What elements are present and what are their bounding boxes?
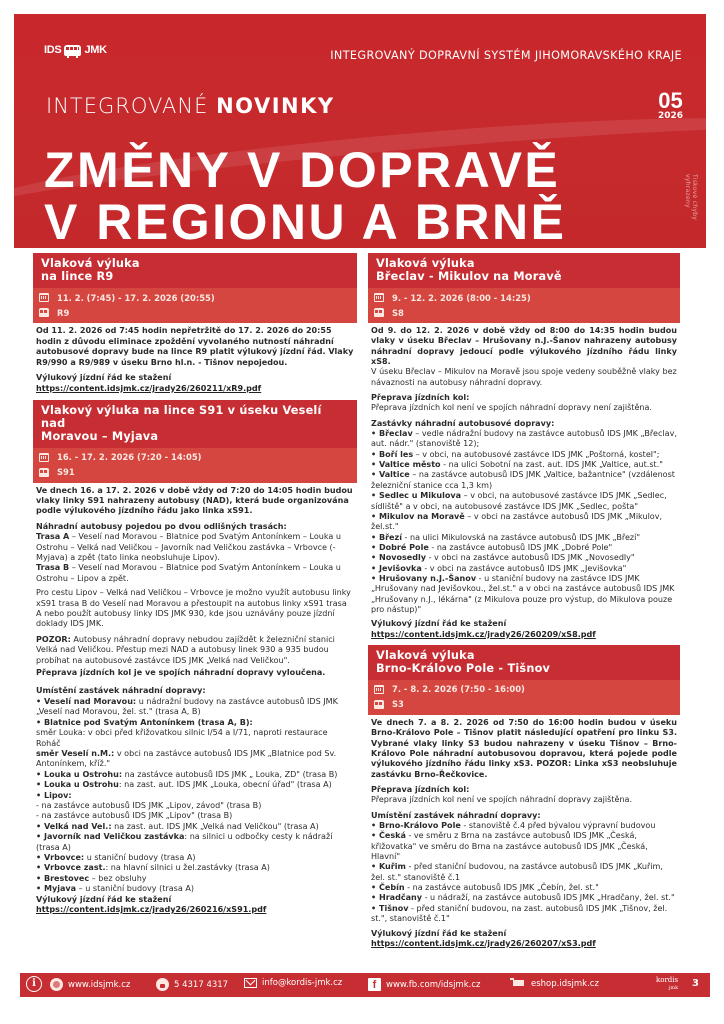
download-block (371, 929, 677, 950)
stop-description: - před staniční budovou, na zastávce autobusů IDS JMK „Kuřim, žel. st." stanoviště č.1 (371, 862, 663, 882)
stop-description: – vedle nádražní budovy na zastávce autobusů IDS JMK „Břeclav, aut. nádr." (stanoviště 12); (371, 429, 677, 449)
bikes-block (371, 785, 677, 806)
stop-item (371, 533, 677, 543)
article-title-line-1: Vlaková výluka (376, 648, 475, 662)
download-label: Výlukový jízdní řád ke stažení (36, 373, 172, 383)
stop-name: Sedlec u Mikulova (378, 491, 462, 501)
stop-item (36, 728, 354, 749)
info-icon: i (26, 976, 42, 992)
stop-description: na zastávce autobusů IDS JMK „ Louka, ZD" (trasa B) (122, 769, 338, 779)
article-line: S3 (392, 699, 404, 710)
stop-name: Javorník nad Veličkou zastávka (43, 832, 185, 842)
phone-icon (156, 978, 169, 991)
headline-line-2: V REGIONU A BRNĚ (44, 194, 567, 248)
logo-text-ids: IDS (44, 44, 62, 56)
stop-description: – v obci na zastávce autobusů IDS JMK „Mikulov, žel.st." (371, 511, 663, 532)
stop-description: na zastávce autobusů IDS JMK „Lipov, závod" (trasa B) (41, 800, 262, 810)
route-a-text: – Veselí nad Moravou – Blatnice pod Svatým Antonínkem – Louka u Ostrohu – Velká nad Veličkou – Javorník nad Veličkou zastávka – Vrbovce (- Myjava) a zpět (tato linka neobsluhuje Lipov). (36, 532, 341, 562)
article-r9 (33, 253, 357, 395)
stop-description: - u staniční budovy na zastávce IDS JMK „Hrušovany nad Jevišovkou., žel.st." a v obci na zastávce autobusů IDS JMK „Hrušovany n.J., lékárna" (z Mikulova pouze pro výstup, do Mikulova pouze pro nástup)" (371, 573, 675, 614)
email-icon (244, 978, 257, 988)
stop-name: Novosedly (378, 553, 427, 563)
right-column (368, 253, 680, 954)
route-b-label: Trasa B (36, 563, 70, 573)
stops-heading: Zastávky náhradní autobusové dopravy: (371, 418, 555, 428)
stop-item (371, 883, 677, 893)
stops-list (371, 429, 677, 615)
article-meta (33, 288, 357, 323)
eshop-text: eshop.idsjmk.cz (531, 978, 599, 989)
article-title (368, 253, 680, 288)
stop-description: na zast. aut. IDS JMK „Velká nad Veličkou" (trasa A) (111, 821, 319, 831)
stop-item (36, 697, 354, 718)
stop-item (371, 821, 677, 831)
kordis-logo-text: kordis (656, 976, 679, 984)
cart-icon (510, 978, 526, 989)
globe-icon (50, 978, 63, 991)
footer-bar (20, 973, 710, 997)
article-header (368, 645, 680, 715)
bikes-block (371, 393, 677, 414)
stop-item (371, 893, 677, 903)
stop-name: Hradčany (378, 893, 423, 903)
article-title (33, 400, 357, 448)
article-date: 7. - 8. 2. 2026 (7:50 - 16:00) (392, 684, 525, 695)
stop-name: Břeclav (378, 429, 413, 439)
page-headline (44, 144, 566, 248)
stop-item (36, 822, 354, 832)
date-row (374, 682, 674, 697)
train-icon (374, 308, 384, 317)
date-row (374, 290, 674, 305)
warning (36, 635, 354, 666)
stop-name: Hrušovany n.J.-Šanov (378, 573, 477, 583)
stop-name: Valtice (378, 470, 410, 480)
stop-description: směr Louka: v obci před křižovatkou silnic I/54 a I/71, naproti restaurace Roháč (36, 728, 328, 748)
calendar-icon (39, 453, 49, 462)
line-row (374, 305, 674, 320)
stop-name: Čebín (378, 883, 405, 893)
stop-item (36, 718, 354, 728)
stop-item (36, 884, 354, 894)
newsletter-title-light: INTEGROVANÉ (46, 94, 209, 118)
stop-description: - ve směru z Brna na zastávce autobusů IDS JMK „Česká, křižovatka" ve směru do Brna na zastávce autobusů IDS JMK „Česká, Hlavní" (371, 831, 648, 862)
stop-name: Louka u Ostrohu: (43, 769, 123, 779)
article-date: 9. - 12. 2. 2026 (8:00 - 14:25) (392, 292, 531, 303)
article-title-line-2: Břeclav - Mikulov na Moravě (376, 270, 562, 283)
stop-description: – bez obsluhy (89, 873, 147, 883)
page-number: 3 (692, 978, 699, 989)
stop-name: Veselí nad Moravou: (43, 696, 137, 706)
article-meta (368, 680, 680, 715)
stop-item (371, 564, 677, 574)
bikes-heading: Přeprava jízdních kol: (371, 785, 470, 795)
issue-number: 05 (658, 88, 683, 113)
stop-item (371, 450, 677, 460)
download-block (371, 619, 677, 640)
stops-heading: Umístění zastávek náhradní dopravy: (36, 686, 206, 696)
stop-name: Lipov: (43, 790, 72, 800)
bikes-text: Přeprava jízdních kol není ve spojích náhradní dopravy zajištěna. (371, 795, 633, 805)
stop-item (36, 801, 354, 811)
stop-description: - u nádraží, na zastávce autobusů IDS JMK „Hradčany, žel. st." (422, 893, 675, 903)
stop-name: Mikulov na Moravě (378, 511, 465, 521)
bikes-heading: Přeprava jízdních kol: (371, 393, 470, 403)
stop-description: – v obci, na autobusové zastávce IDS JMK „Sedlec, sídliště" a v obci, na autobusové zastávce IDS JMK „Sedlec, pošta" (371, 491, 667, 511)
website-text: www.idsjmk.cz (68, 979, 131, 990)
calendar-icon (39, 293, 49, 302)
stop-name: Valtice město (378, 460, 441, 470)
download-label: Výlukový jízdní řád ke stažení (371, 619, 507, 629)
stop-item (371, 543, 677, 553)
article-title-line-1: Vlakový výluka na lince S91 v úseku Veselí nad (41, 403, 322, 430)
stop-description: - před staniční budovou, na zast. autobusů IDS JMK „Tišnov, žel. st.", stanoviště č.1" (371, 903, 668, 924)
article-line: S91 (57, 467, 75, 478)
stop-name: směr Veselí n.M.: (36, 748, 115, 758)
bikes-text: Přeprava jízdních kol není ve spojích náhradní dopravy není zajištěna. (371, 403, 652, 413)
routes-block (36, 522, 354, 584)
ids-jmk-logo[interactable] (44, 44, 107, 56)
left-column (33, 253, 357, 920)
route-b (36, 563, 354, 584)
article-s3 (368, 645, 680, 949)
article-lead: Ve dnech 7. a 8. 2. 2026 od 7:50 do 16:00 hodin budou v úseku Brno-Královo Pole – Tišnov platit následující opatření pro linku S3. Vybrané vlaky linky S3 budou nahrazeny v úseku Tišnov – Brno-Královo Pole náhradní autobusovou dopravou, která pojede podle výlukového jízdního řádu linky xS3. POZOR: Linka xS3 neobsluhuje zastávku Brno-Řečkovice. (371, 717, 677, 779)
article-meta (33, 448, 357, 483)
stop-description: - na ulici Mikulovská na zastávce autobusů IDS JMK „Březí" (401, 532, 641, 542)
route-a-label: Trasa A (36, 532, 70, 542)
transfer-note: Pro cestu Lipov – Velká nad Veličkou – Vrbovce je možno využít autobusu linky xS91 trasa B do Veselí nad Moravou a přestoupit na autobus linky xS91 trasa A nebo použít autobusy linky IDS JMK 930, kde jsou uznávány pouze jízdní doklady IDS JMK. (36, 588, 351, 629)
stop-name: Vrbovce zast. (43, 863, 106, 873)
stop-name: Louka u Ostrohu (43, 780, 119, 790)
article-lead: Od 11. 2. 2026 od 7:45 hodin nepřetržitě do 17. 2. 2026 do 20:55 hodin z důvodu eliminace zpoždění vyvolaného nutností náhradní autobusové dopravy bude na lince R9 platit výlukový jízdní řád. Vlaky R9/990 a R9/989 v úseku Brno hl.n. - Tišnov nepojedou. (36, 326, 354, 367)
article-body (33, 483, 357, 916)
stop-item (36, 874, 354, 884)
article-lead-note: V úseku Břeclav – Mikulov na Moravě jsou spoje vedeny souběžně vlaky bez návaznosti na autobusy náhradní dopravy. (371, 367, 677, 387)
stop-item (371, 574, 677, 615)
article-title-line-2: Moravou – Myjava (41, 429, 159, 443)
stop-item (36, 791, 354, 801)
line-row (39, 465, 351, 480)
train-icon (39, 468, 49, 477)
email-link[interactable] (244, 978, 342, 988)
download-link[interactable]: https://content.idsjmk.cz/jrady26/260216/xS91.pdf (36, 905, 267, 914)
article-title-line-2: Brno-Královo Pole - Tišnov (376, 661, 551, 675)
stop-item (371, 862, 677, 883)
kordis-logo (656, 976, 678, 992)
warning-text: Autobusy náhradní dopravy nebudou zajíždět k železniční stanici Velká nad Veličkou. Přestup mezi NAD a autobusy linek 930 a 935 budou probíhat na autobusové zastávce IDS JMK „Velká nad Veličkou". (36, 634, 335, 665)
article-s8 (368, 253, 680, 640)
stop-item (371, 904, 677, 925)
article-title-line-1: Vlaková výluka (376, 257, 475, 270)
kordis-logo-sub: jmk (668, 985, 679, 991)
stop-name: Tišnov (378, 903, 409, 913)
stop-description: - stanoviště č.4 před bývalou výpravní budovou (460, 821, 656, 831)
stop-name: Dobré Pole (378, 542, 429, 552)
stop-item (371, 553, 677, 563)
download-link[interactable]: https://content.idsjmk.cz/jrady26/260211/xR9.pdf (36, 383, 262, 393)
stop-name: Jevišovka (378, 563, 422, 573)
calendar-icon (374, 685, 384, 694)
stop-item (36, 863, 354, 873)
stop-description: u nádražní budovy na zastávce autobusů IDS JMK „Veselí nad Moravou, žel. st." (trasa A, B) (36, 696, 338, 717)
logo-text-jmk: JMK (84, 44, 107, 56)
stop-name: Brno-Královo Pole (378, 821, 461, 831)
issue-year: 2026 (657, 111, 683, 121)
article-body (33, 323, 357, 395)
disclaimer: Tiskové chyby vyhrazeny (684, 174, 698, 221)
stop-item (371, 491, 677, 512)
stop-description: u staniční budovy (trasa A) (84, 852, 196, 862)
warning-label: POZOR: (36, 634, 71, 644)
stop-description: - na ulici Sobotní na zast. aut. IDS JMK „Valtice, aut.st." (440, 460, 663, 470)
stop-description: na zastávce autobusů IDS JMK „Lipov" (trasa B) (41, 811, 233, 821)
train-icon (39, 308, 49, 317)
route-a (36, 532, 354, 563)
stop-description: – v obci, na autobusové zastávce IDS JMK „Poštorná, kostel"; (413, 449, 660, 459)
article-header (368, 253, 680, 323)
stop-description: - na zastávce autobusů IDS JMK „Čebín, žel. st." (404, 883, 599, 893)
stop-description: : na zast. aut. IDS JMK „Louka, obecní úřad" (trasa A) (118, 780, 332, 790)
stop-item (36, 780, 354, 790)
stop-description: : na silnici u odbočky cesty k nádraží (trasa A) (36, 832, 333, 852)
stop-name: Blatnice pod Svatým Antonínkem (trasa A, B): (43, 717, 253, 727)
article-lead: Od 9. do 12. 2. 2026 v době vždy od 8:00 do 14:35 hodin budou vlaky v úseku Břeclav – Hrušovany n.J.-Šanov nahrazeny autobusy náhradní dopravy jedoucí podle výlukového jízdního řádu linky xS8. (371, 326, 677, 367)
download-block (36, 373, 354, 394)
train-icon (374, 700, 384, 709)
article-body (368, 715, 680, 949)
stop-name: Kuřim (378, 862, 406, 872)
website-link[interactable] (50, 978, 130, 991)
bikes-note: Přeprava jízdních kol je ve spojích náhradní dopravy vyloučena. (36, 668, 326, 678)
stops-heading: Umístění zastávek náhradní dopravy: (371, 810, 541, 820)
article-lead-block (371, 326, 677, 388)
calendar-icon (374, 293, 384, 302)
article-header (33, 400, 357, 483)
stop-item (371, 429, 677, 450)
article-body (368, 323, 680, 640)
stop-name: Březí (378, 532, 402, 542)
article-title-line-1: Vlaková výluka (41, 257, 140, 270)
line-row (39, 305, 351, 320)
headline-line-1: ZMĚNY V DOPRAVĚ (44, 142, 561, 198)
phone-text: 5 4317 4317 (174, 979, 229, 990)
stop-item (36, 811, 354, 821)
stop-name: Česká (378, 831, 406, 841)
article-title-line-2: na lince R9 (41, 270, 114, 283)
stop-name: Boří les (378, 449, 414, 459)
article-meta (368, 288, 680, 323)
article-header (33, 253, 357, 323)
download-label: Výlukový jízdní řád ke stažení (36, 894, 172, 904)
newsletter-title-bold: NOVINKY (216, 94, 335, 118)
stop-item (36, 832, 354, 853)
article-s91 (33, 400, 357, 916)
download-block (36, 895, 354, 916)
stops-list (371, 821, 677, 924)
issue-badge (658, 90, 683, 121)
date-row (39, 290, 351, 305)
stop-description: – na zastávce autobusů IDS JMK „Valtice, bažantnice" (vzdálenost železniční stanice cca 1,3 km) (371, 470, 675, 490)
stops-list (36, 697, 354, 895)
download-link[interactable]: https://content.idsjmk.cz/jrady26/260209/xS8.pdf (371, 629, 596, 639)
eshop-link[interactable] (510, 978, 599, 989)
stop-description: – u staniční budovy (trasa A) (76, 884, 194, 894)
line-row (374, 697, 674, 712)
facebook-icon: f (368, 978, 381, 991)
stop-name: Myjava (43, 884, 77, 894)
phone-link[interactable] (156, 978, 228, 991)
newsletter-title (46, 94, 335, 118)
routes-heading: Náhradní autobusy pojedou po dvou odlišných trasách: (36, 521, 287, 531)
stop-item (371, 512, 677, 533)
article-title (33, 253, 357, 288)
stop-name: Vrbovce: (43, 852, 85, 862)
system-name: INTEGROVANÝ DOPRAVNÍ SYSTÉM JIHOMORAVSKÉHO KRAJE (330, 49, 682, 62)
facebook-text: www.fb.com/idsjmk.cz (386, 979, 481, 990)
download-label: Výlukový jízdní řád ke stažení (371, 928, 507, 938)
article-line: S8 (392, 307, 404, 318)
stop-name: Velká nad Vel.: (43, 821, 112, 831)
article-lead: Ve dnech 16. a 17. 2. 2026 v době vždy od 7:20 do 14:05 hodin budou vlaky linky S91 nahrazeny autobusy (NAD), která bude organizována podle výlukového jízdního řádu jako linka xS91. (36, 485, 353, 516)
stop-description: : na hlavní silnici u žel.zastávky (trasa A) (105, 863, 270, 873)
facebook-link[interactable] (368, 978, 480, 991)
date-row (39, 450, 351, 465)
stop-item (36, 853, 354, 863)
stop-item (36, 749, 354, 770)
stop-description: v obci na zastávce autobusů IDS JMK „Blatnice pod Sv. Antonínkem, kříž." (36, 748, 337, 769)
info-button[interactable] (26, 976, 42, 992)
article-line: R9 (57, 307, 70, 318)
email-text: info@kordis-jmk.cz (262, 978, 343, 988)
stop-description: - v obci na zastávce autobusů IDS JMK „Jevišovka" (421, 563, 627, 573)
stop-item (36, 770, 354, 780)
stop-item (371, 470, 677, 491)
stop-description: - v obci na zastávce autobusů IDS JMK „Novosedly" (426, 553, 635, 563)
stop-item (371, 460, 677, 470)
article-date: 16. - 17. 2. 2026 (7:20 - 14:05) (57, 452, 202, 463)
download-link[interactable]: https://content.idsjmk.cz/jrady26/260207/xS3.pdf (371, 938, 596, 948)
stop-name: Brestovec (43, 873, 90, 883)
stop-description: - na zastávce autobusů IDS JMK „Dobré Pole" (428, 542, 613, 552)
header-banner (14, 14, 706, 248)
tram-icon (64, 45, 81, 56)
route-b-text: – Veselí nad Moravou – Blatnice pod Svatým Antonínkem – Louka u Ostrohu – Lipov a zpět. (36, 563, 341, 583)
article-title (368, 645, 680, 680)
stop-item (371, 831, 677, 862)
article-date: 11. 2. (7:45) - 17. 2. 2026 (20:55) (57, 292, 215, 303)
